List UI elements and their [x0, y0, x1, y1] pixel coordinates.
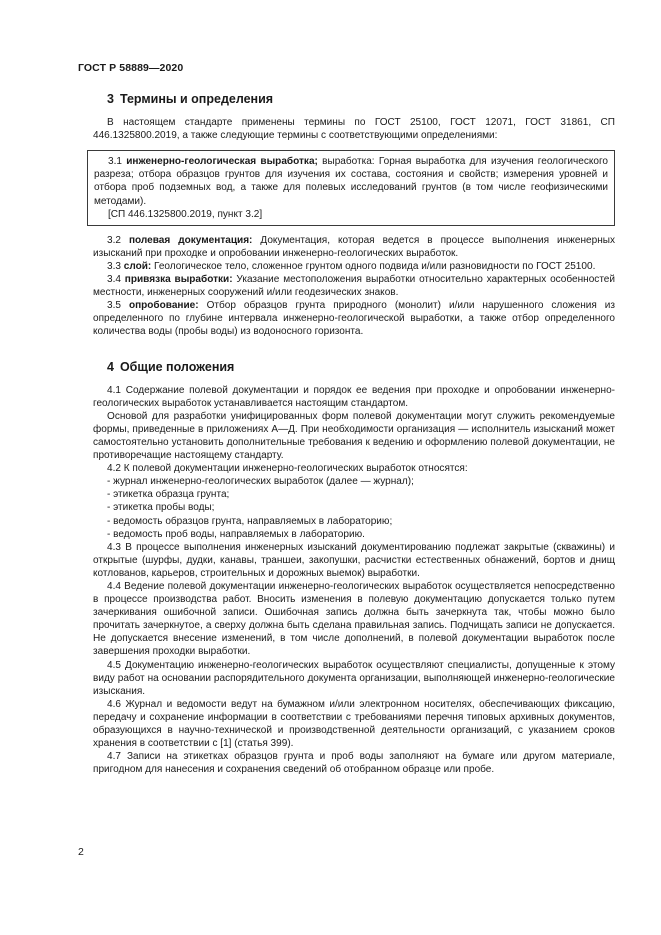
clause-4-1-cont: Основой для разработки унифицированных форм полевой документации могут служить рекомендуемые формы, приведенные в приложениях А—Д. При необходимости организация — исполнитель изысканий может самостоятельно установить дополнительные требования к ведению и оформлению полевой документации, не противоречащие настоящему стандарту. — [93, 410, 615, 462]
document-body — [93, 93, 615, 776]
section-3-title — [107, 93, 615, 106]
page-number: 2 — [78, 846, 84, 858]
document-header: ГОСТ Р 58889—2020 — [78, 62, 184, 74]
section-3-intro: В настоящем стандарте применены термины по ГОСТ 25100, ГОСТ 12071, ГОСТ 31861, СП 446.1325800.2019, а также следующие термины с соответствующими определениями: — [93, 117, 615, 142]
term-3-1-source: [СП 446.1325800.2019, пункт 3.2] — [108, 208, 263, 220]
section-3-number: 3 — [107, 92, 114, 106]
list-item: - ведомость проб воды, направляемых в лабораторию. — [107, 528, 365, 540]
clause-4-3: 4.3 В процессе выполнения инженерных изысканий документированию подлежат закрытые (скважины) и открытые (шурфы, дудки, канавы, траншеи, закопушки, расчистки естественных обнажений, бортов и днищ котлованов, карьеров, строительных и дорожных выемок) выработки. — [93, 541, 615, 579]
term-3-5: 3.5 опробование: Отбор образцов грунта природного (монолит) и/или нарушенного сложения из определенного по глубине интервала инженерно-геологической выработки, а также отбор определенного количества воды (пробы воды) из водоносного горизонта. — [93, 300, 615, 338]
section-4-title — [107, 361, 615, 374]
term-3-1: 3.1 инженерно-геологическая выработка; выработка: Горная выработка для изучения геологического разреза; отбора образцов грунтов для изучения их состава, состояния и свойств; измерения уровней и отбора проб подземных вод, а также для полевых исследований грунтов (в том числе геофизическими методами). — [94, 156, 608, 207]
clause-4-5: 4.5 Документацию инженерно-геологических выработок осуществляют специалисты, допущенные к этому виду работ на основании распорядительного документа организации, выполняющей инженерно-геологические изыскания. — [93, 659, 615, 697]
clause-4-7: 4.7 Записи на этикетках образцов грунта и проб воды заполняют на бумаге или другом материале, пригодном для нанесения и сохранения сведений об отобранном образце или пробе. — [93, 751, 615, 776]
term-3-4: 3.4 привязка выработки: Указание местоположения выработки относительно характерных особенностей местности, инженерных сооружений и/или геодезических знаков. — [93, 274, 616, 299]
term-3-1-text: выработка: Горная выработка для изучения геологического разреза; отбора образцов грунтов для изучения их состава, состояния и свойств; измерения уровней и отбора проб подземных вод, а также для полевых исследований грунтов (в том числе геофизическими методами). — [94, 156, 608, 207]
term-3-3: 3.3 слой: Геологическое тело, сложенное грунтом одного подвида и/или разновидности по ГОСТ 25100. — [107, 260, 596, 272]
term-3-2: 3.2 полевая документация: Документация, которая ведется в процессе выполнения инженерных изысканий при проходке и опробовании инженерно-геологических выработок. — [93, 234, 615, 259]
clause-4-6: 4.6 Журнал и ведомости ведут на бумажном и/или электронном носителях, обеспечивающих фиксацию, передачу и сохранение информации в соответствии с требованиями перечня типовых архивных документов, образующихся в научно-технической и производственной деятельности организаций, с указанием сроков хранения в соответствии с [1] (статья 399). — [93, 698, 615, 750]
list-item: - ведомость образцов грунта, направляемых в лабораторию; — [107, 515, 393, 527]
section-3-heading: Термины и определения — [119, 92, 274, 106]
term-definition-box — [87, 150, 615, 225]
section-4-number: 4 — [107, 359, 114, 374]
list-item: - журнал инженерно-геологических выработок (далее — журнал); — [107, 476, 414, 488]
clause-4-2: 4.2 К полевой документации инженерно-геологических выработок относятся: — [107, 463, 468, 475]
clause-4-1: 4.1 Содержание полевой документации и порядок ее ведения при проходке и опробовании инженерно-геологических выработок устанавливается настоящим стандартом. — [93, 384, 615, 409]
term-3-1-name: инженерно-геологическая выработка; — [126, 156, 318, 168]
list-item: - этикетка пробы воды; — [107, 502, 215, 514]
list-item: - этикетка образца грунта; — [107, 489, 230, 501]
section-4-heading: Общие положения — [119, 359, 235, 374]
clause-4-4: 4.4 Ведение полевой документации инженерно-геологических выработок осуществляется непосредственно в процессе производства работ. Вносить изменения в полевую документацию допускается только путем зачеркивания ошибочной записи. Ошибочная запись должна быть зачеркнута так, чтобы можно было прочитать зачеркнутое, а сверху должна быть сделана правильная запись. Подчищать записи не допускается. Не допускается внесение изменений, в том числе дополнений, в полевой документации выработок после завершения проходки выработки. — [93, 581, 615, 658]
